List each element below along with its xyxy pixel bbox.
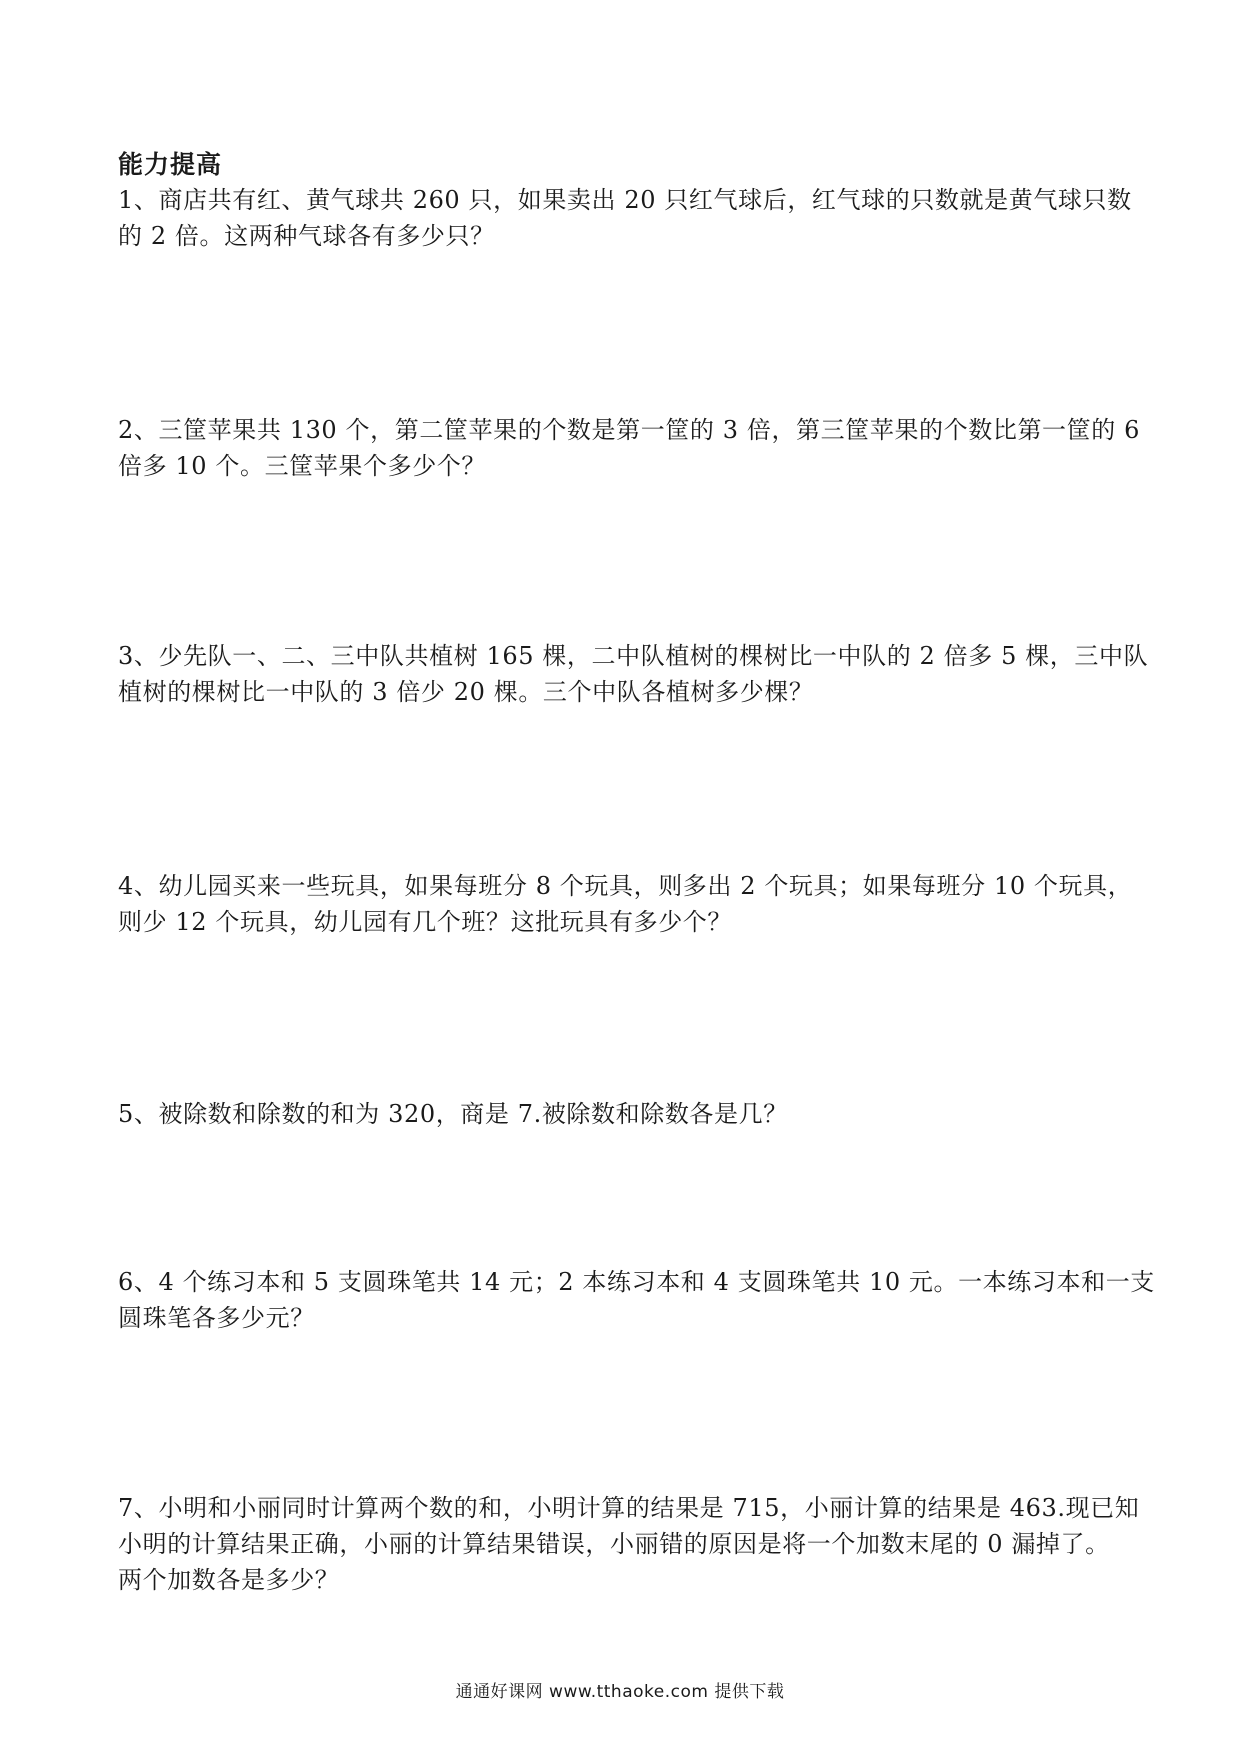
question-7-line-3: 两个加数各是多少？ — [118, 1566, 340, 1594]
section-heading: 能力提高 — [118, 150, 223, 179]
question-2-line-1: 2、三筐苹果共 130 个，第二筐苹果的个数是第一筐的 3 倍，第三筐苹果的个数比第一筐的 6 — [118, 416, 1140, 444]
question-6-line-1: 6、4 个练习本和 5 支圆珠笔共 14 元；2 本练习本和 4 支圆珠笔共 10 元。一本练习本和一支 — [118, 1268, 1155, 1296]
question-2-line-2: 倍多 10 个。三筐苹果个多少个？ — [118, 452, 486, 480]
question-2 — [118, 412, 1140, 484]
question-5 — [118, 1096, 1128, 1132]
question-4-line-2: 则少 12 个玩具，幼儿园有几个班？这批玩具有多少个？ — [118, 908, 732, 936]
question-4 — [118, 868, 1133, 940]
question-3-line-1: 3、少先队一、二、三中队共植树 165 棵，二中队植树的棵树比一中队的 2 倍多 5 棵，三中队 — [118, 642, 1149, 670]
question-6 — [118, 1264, 1155, 1336]
question-3-line-2: 植树的棵树比一中队的 3 倍少 20 棵。三个中队各植树多少棵？ — [118, 678, 814, 706]
question-1-line-2: 的 2 倍。这两种气球各有多少只？ — [118, 222, 495, 250]
question-4-line-1: 4、幼儿园买来一些玩具，如果每班分 8 个玩具，则多出 2 个玩具；如果每班分 10 个玩具， — [118, 872, 1133, 900]
question-7-line-2: 小明的计算结果正确，小丽的计算结果错误，小丽错的原因是将一个加数末尾的 0 漏掉了。 — [118, 1530, 1110, 1558]
question-1 — [118, 182, 1132, 254]
question-1-line-1: 1、商店共有红、黄气球共 260 只，如果卖出 20 只红气球后，红气球的只数就是黄气球只数 — [118, 186, 1132, 214]
question-5-line-1: 5、被除数和除数的和为 320，商是 7.被除数和除数各是几？ — [118, 1100, 788, 1128]
question-7-line-1: 7、小明和小丽同时计算两个数的和，小明计算的结果是 715，小丽计算的结果是 463.现已知 — [118, 1494, 1140, 1522]
question-7 — [118, 1490, 1140, 1598]
question-3 — [118, 638, 1149, 710]
page-footer: 通通好课网 www.tthaoke.com 提供下载 — [455, 1682, 785, 1702]
question-6-line-2: 圆珠笔各多少元？ — [118, 1304, 315, 1332]
